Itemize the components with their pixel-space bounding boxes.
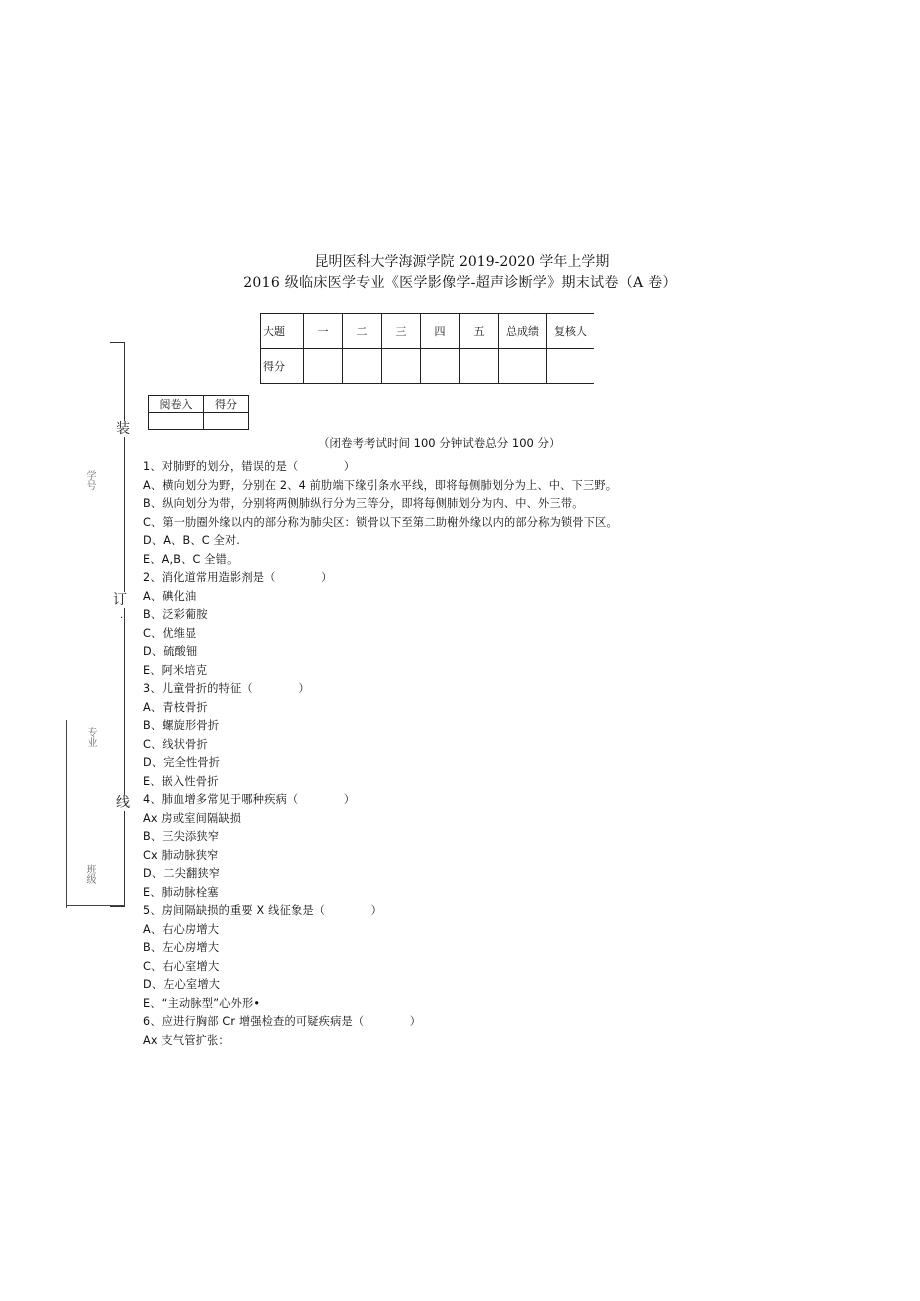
question-line: D、硫酸钿	[143, 645, 198, 658]
score-cell	[460, 349, 499, 384]
grader-score-label: 得分	[204, 396, 249, 413]
question-line: E、“主动脉型”心外形•	[143, 997, 261, 1010]
score-table-score-row	[261, 349, 595, 384]
question-line: C、第一肋圈外缘以内的部分称为肺尖区：锁骨以下至第二助榭外缘以内的部分称为锁骨下区。	[143, 516, 618, 529]
question-line: C、线状骨折	[143, 738, 208, 751]
binding-char-xian: 线	[116, 795, 130, 811]
score-cell	[547, 349, 595, 384]
question-line: 4、肺血增多常见于哪种疾病（ ）	[143, 793, 356, 806]
question-line: B、左心房增大	[143, 941, 220, 954]
question-line: C、右心室增大	[143, 960, 220, 973]
question-line: A、横向划分为野，分别在 2、4 前肋端下缘引条水平线，即将每侧肺划分为上、中、下三野。	[143, 479, 618, 492]
question-line: B、螺旋形骨折	[143, 719, 220, 732]
question-line: 2、消化道常用造影剂是（ ）	[143, 571, 333, 584]
question-line: D、左心室增大	[143, 978, 221, 991]
question-line: A、碘化油	[143, 590, 197, 603]
question-line: 5、房间隔缺损的重要 X 线征象是（ ）	[143, 904, 383, 917]
score-header-reviewer: 复核人	[547, 314, 595, 349]
question-line: 1、对肺野的划分，错误的是（ ）	[143, 460, 356, 473]
score-table-header-row	[261, 314, 595, 349]
grader-label: 阅卷入	[149, 396, 204, 413]
grader-cell	[204, 413, 249, 430]
score-header-5: 五	[460, 314, 499, 349]
question-line: Ax 支气管扩张：	[143, 1034, 230, 1047]
score-cell	[304, 349, 343, 384]
score-header-4: 四	[421, 314, 460, 349]
question-line: E、嵌入性骨折	[143, 775, 219, 788]
binding-char-ding: 订	[113, 592, 127, 608]
score-header-section: 大题	[261, 314, 304, 349]
question-line: A、青枝骨折	[143, 701, 208, 714]
question-line: E、阿米培克	[143, 664, 208, 677]
question-line: E、A,B、C 全错。	[143, 553, 239, 566]
question-line: D、完全性骨折	[143, 756, 221, 769]
score-row-label: 得分	[261, 349, 304, 384]
side-label-class: 班级	[84, 864, 95, 884]
score-cell	[382, 349, 421, 384]
binding-bottom-line	[66, 905, 125, 906]
question-line: 6、应进行胸部 Cr 增强检查的可疑疾病是（ ）	[143, 1015, 422, 1028]
exam-title-line1: 昆明医科大学海源学院 2019-2020 学年上学期	[314, 254, 610, 270]
score-header-3: 三	[382, 314, 421, 349]
score-cell	[499, 349, 547, 384]
question-line: D、二尖翻狭窄	[143, 867, 221, 880]
binding-side-line	[66, 720, 67, 908]
question-line: Cx 肺动脉狭窄	[143, 849, 219, 862]
question-line: B、三尖添狭窄	[143, 830, 220, 843]
question-line: B、纵向划分为带，分别将两侧肺纵行分为三等分，即将每侧肺划分为内、中、外三带。	[143, 497, 584, 510]
side-label-student-id: 学号	[84, 470, 95, 490]
exam-title-line2: 2016 级临床医学专业《医学影像学-超声诊断学》期末试卷（A 卷）	[243, 275, 677, 291]
question-line: A、右心房增大	[143, 923, 220, 936]
binding-char-dot: .	[120, 608, 123, 624]
score-cell	[421, 349, 460, 384]
binding-char-zhuang: 装	[116, 421, 130, 437]
score-cell	[343, 349, 382, 384]
grader-table	[148, 395, 249, 430]
score-header-1: 一	[304, 314, 343, 349]
question-line: D、A、B、C 全对.	[143, 534, 241, 547]
question-line: 3、儿童骨折的特征（ ）	[143, 682, 310, 695]
question-line: B、泛彩葡胺	[143, 608, 208, 621]
score-table	[260, 313, 594, 384]
score-header-2: 二	[343, 314, 382, 349]
side-label-major: 专业	[85, 727, 96, 747]
question-line: C、优维显	[143, 627, 197, 640]
grader-cell	[149, 413, 204, 430]
score-header-total: 总成绩	[499, 314, 547, 349]
question-line: E、肺动脉栓塞	[143, 886, 219, 899]
question-line: Ax 房或室间隔缺损	[143, 812, 242, 825]
exam-note: （闭卷考考试时间 100 分钟试卷总分 100 分）	[318, 436, 561, 450]
